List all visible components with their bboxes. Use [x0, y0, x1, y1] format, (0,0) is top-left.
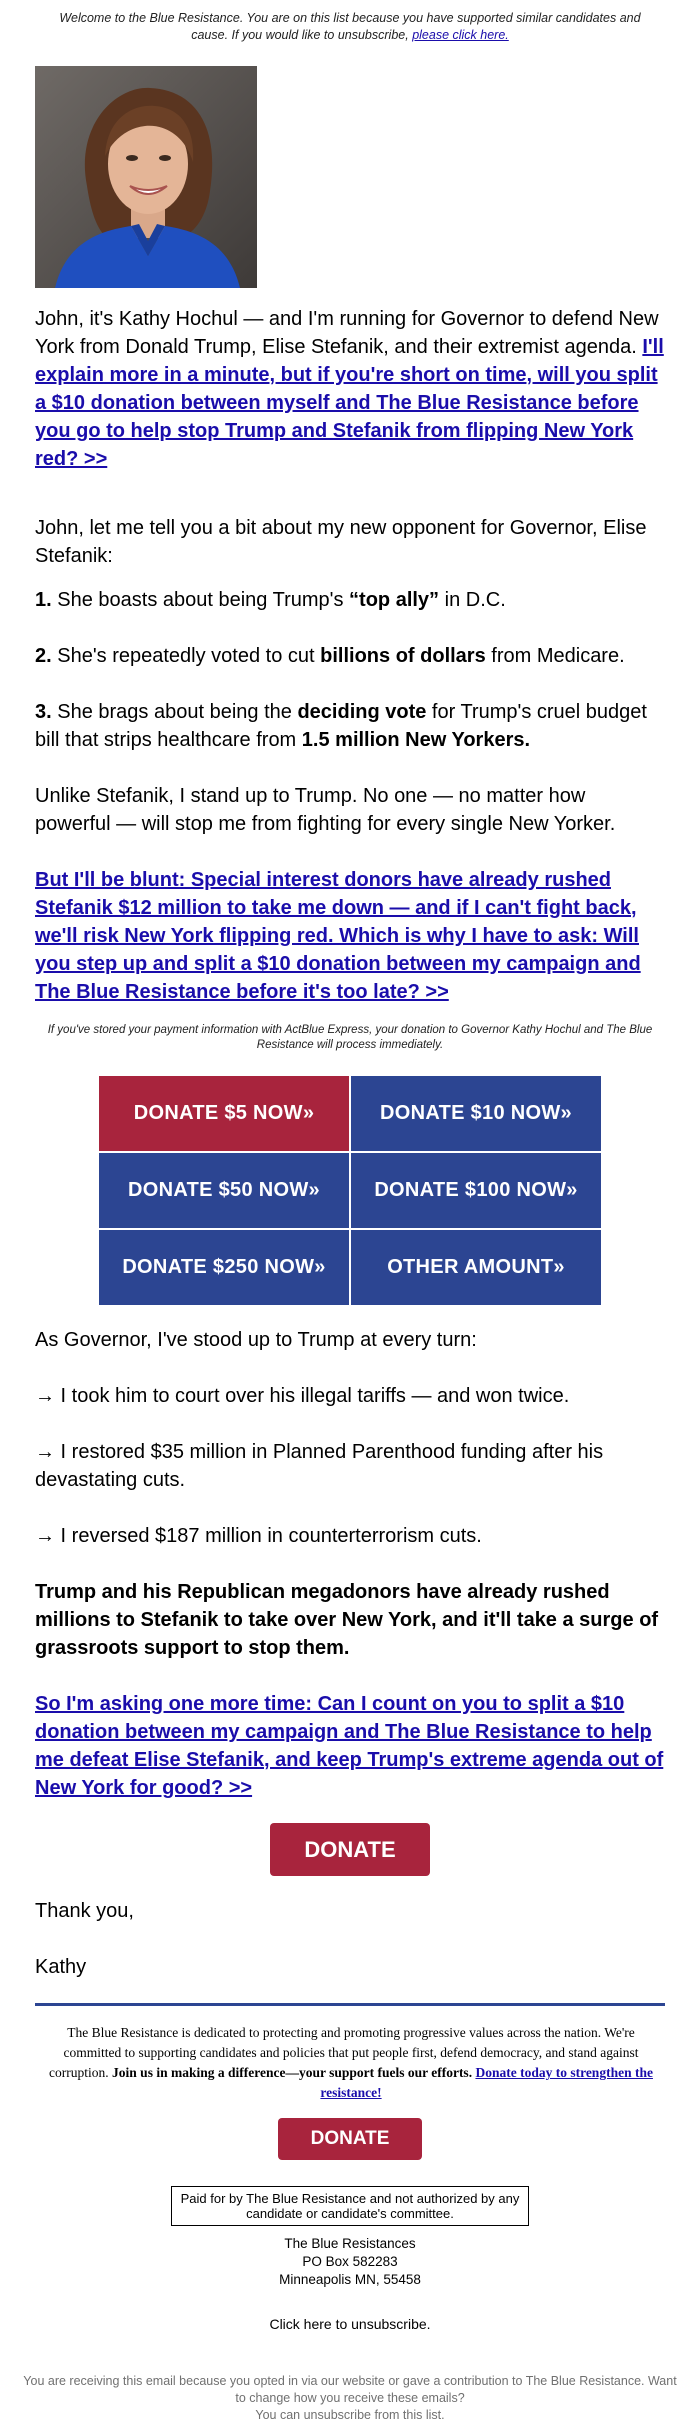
signoff-thanks: Thank you, [35, 1900, 134, 1922]
candidate-portrait [35, 66, 257, 288]
footer-mission [40, 2023, 662, 2103]
donate-other-button[interactable]: OTHER AMOUNT» [350, 1229, 602, 1306]
donate-250-button[interactable]: DONATE $250 NOW» [98, 1229, 350, 1306]
donate-button-grid [98, 1075, 602, 1306]
unsubscribe-link[interactable]: please click here. [412, 28, 509, 42]
mailing-address [200, 2235, 500, 2289]
blunt-paragraph [35, 866, 665, 1006]
ask-donate-link[interactable]: So I'm asking one more time: Can I count on you to split a $10 donation between my campaign and The Blue Resistance to help me defeat Elise Stefanik, and keep Trump's extreme agenda out of New York for good? >> [35, 1693, 664, 1799]
bottom-note-line-1: You are receiving this email because you opted in via our website or gave a contribution to The Blue Resistance. Want to change how you receive these emails? [23, 2374, 677, 2405]
governor-intro: As Governor, I've stood up to Trump at every turn: [35, 1329, 477, 1351]
paid-for-disclaimer: Paid for by The Blue Resistance and not authorized by any candidate or candidate's committee. [171, 2186, 529, 2226]
list-item-1 [35, 586, 665, 614]
accomplishment-3: → I reversed $187 million in counterterrorism cuts. [35, 1525, 482, 1547]
header-note-text: Welcome to the Blue Resistance. You are on this list because you have supported similar candidates and cause. If you would like to unsubscribe, [59, 11, 641, 42]
list-item-1-text-a: She boasts about being Trump's [57, 589, 344, 611]
list-number-2: 2. [35, 645, 52, 667]
footer-donate-button[interactable]: DONATE [278, 2118, 422, 2160]
intro-text: John, it's Kathy Hochul — and I'm running for Governor to defend New York from Donald Trump, Elise Stefanik, and their extremist agenda. [35, 308, 659, 358]
signoff-name: Kathy [35, 1956, 87, 1978]
portrait-image [35, 66, 257, 288]
list-item-2 [35, 642, 665, 670]
unlike-paragraph: Unlike Stefanik, I stand up to Trump. No one — no matter how powerful — will stop me from fighting for every single New Yorker. [35, 785, 616, 835]
list-item-2-bold: billions of dollars [320, 645, 486, 667]
address-org: The Blue Resistances [284, 2236, 416, 2251]
bottom-unsubscribe-link[interactable]: You can unsubscribe from this list. [255, 2408, 445, 2422]
intro-donate-link[interactable]: I'll explain more in a minute, but if you're short on time, will you split a $10 donation between myself and The Blue Resistance before you go to help stop Trump and Stefanik from flipping New York red? >> [35, 336, 664, 470]
list-item-1-text-c: in D.C. [444, 589, 506, 611]
ask-paragraph [35, 1690, 665, 1802]
address-city: Minneapolis MN, 55458 [279, 2272, 421, 2287]
actblue-fine-print: If you've stored your payment information with ActBlue Express, your donation to Governor Kathy Hochul and The Blue Resistance will process immediately. [47, 1024, 653, 1051]
donate-5-button[interactable]: DONATE $5 NOW» [98, 1075, 350, 1152]
footer-divider [35, 2003, 665, 2006]
list-item-1-bold: “top ally” [349, 589, 440, 611]
list-item-3-text-c: for Trump's cruel budget bill that strips healthcare from [35, 701, 647, 751]
footer-mission-text: The Blue Resistance is dedicated to protecting and promoting progressive values across the nation. We're committed to supporting candidates and policies that put people first, defend democracy, and stand against corruption. [49, 2025, 639, 2080]
footer-donate-link[interactable]: Donate today to strengthen the resistance! [320, 2065, 653, 2100]
bottom-note [20, 2373, 680, 2424]
list-item-3-bold-d: 1.5 million New Yorkers. [301, 729, 531, 751]
address-po: PO Box 582283 [302, 2254, 398, 2269]
list-item-3-bold: deciding vote [297, 701, 427, 723]
megadonors-paragraph: Trump and his Republican megadonors have already rushed millions to Stefanik to take over New York, and it'll take a surge of grassroots support to stop them. [35, 1581, 659, 1659]
list-number-1: 1. [35, 589, 52, 611]
donate-main-button[interactable]: DONATE [270, 1823, 430, 1876]
blunt-donate-link[interactable]: But I'll be blunt: Special interest donors have already rushed Stefanik $12 million to take me down — and if I can't fight back, we'll risk New York flipping red. Which is why I have to ask: Will you step up and split a $10 donation between my campaign and The Blue Resistance before it's too late? >> [35, 869, 641, 1003]
list-number-3: 3. [35, 701, 52, 723]
donate-50-button[interactable]: DONATE $50 NOW» [98, 1152, 350, 1229]
donate-10-button[interactable]: DONATE $10 NOW» [350, 1075, 602, 1152]
accomplishment-1: → I took him to court over his illegal tariffs — and won twice. [35, 1385, 570, 1407]
list-item-3 [35, 698, 665, 754]
donate-100-button[interactable]: DONATE $100 NOW» [350, 1152, 602, 1229]
list-item-2-text-a: She's repeatedly voted to cut [57, 645, 315, 667]
list-item-2-text-c: from Medicare. [491, 645, 625, 667]
opponent-paragraph: John, let me tell you a bit about my new opponent for Governor, Elise Stefanik: [35, 517, 647, 567]
list-item-3-text-a: She brags about being the [57, 701, 292, 723]
footer-mission-bold: Join us in making a difference—your support fuels our efforts. [112, 2065, 473, 2080]
accomplishment-2: → I restored $35 million in Planned Parenthood funding after his devastating cuts. [35, 1441, 604, 1491]
intro-paragraph [35, 305, 665, 473]
footer-unsubscribe-link[interactable]: Click here to unsubscribe. [269, 2316, 431, 2332]
header-note [40, 10, 660, 44]
